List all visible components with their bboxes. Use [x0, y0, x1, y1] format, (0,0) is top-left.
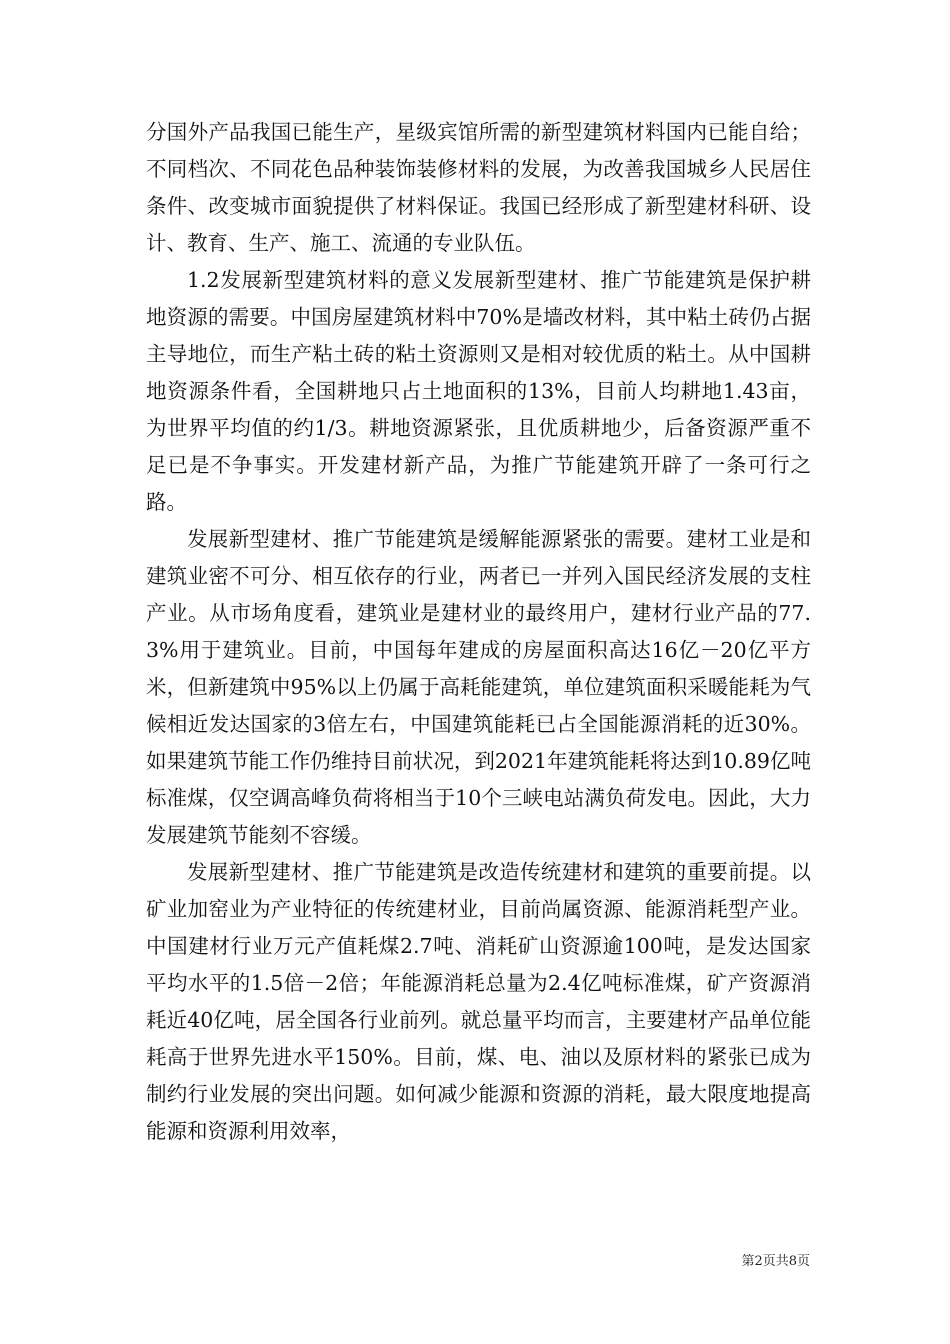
paragraph-2: 1.2发展新型建筑材料的意义发展新型建材、推广节能建筑是保护耕地资源的需要。中国房屋建筑材料中70%是墙改材料，其中粘土砖仍占据主导地位，而生产粘土砖的粘土资源则又是相对较优质的粘土。从中国耕地资源条件看，全国耕地只占土地面积的13%，目前人均耕地1.43亩，为世界平均值的约1/3。耕地资源紧张，且优质耕地少，后备资源严重不足已是不争事实。开发建材新产品，为推广节能建筑开辟了一条可行之路。	[146, 268, 811, 514]
paragraph-1: 分国外产品我国已能生产，星级宾馆所需的新型建筑材料国内已能自给；不同档次、不同花色品种装饰装修材料的发展，为改善我国城乡人民居住条件、改变城市面貌提供了材料保证。我国已经形成了新型建材科研、设计、教育、生产、施工、流通的专业队伍。	[146, 120, 811, 255]
paragraph-3: 发展新型建材、推广节能建筑是缓解能源紧张的需要。建材工业是和建筑业密不可分、相互依存的行业，两者已一并列入国民经济发展的支柱产业。从市场角度看，建筑业是建材业的最终用户，建材行业产品的77.3%用于建筑业。目前，中国每年建成的房屋面积高达16亿－20亿平方米，但新建筑中95%以上仍属于高耗能建筑，单位建筑面积采暖能耗为气候相近发达国家的3倍左右，中国建筑能耗已占全国能源消耗的近30%。如果建筑节能工作仍维持目前状况，到2021年建筑能耗将达到10.89亿吨标准煤，仅空调高峰负荷将相当于10个三峡电站满负荷发电。因此，大力发展建筑节能刻不容缓。	[146, 527, 811, 847]
document-body	[146, 114, 811, 1150]
paragraph-4: 发展新型建材、推广节能建筑是改造传统建材和建筑的重要前提。以矿业加窑业为产业特征的传统建材业，目前尚属资源、能源消耗型产业。中国建材行业万元产值耗煤2.7吨、消耗矿山资源逾100吨，是发达国家平均水平的1.5倍－2倍；年能源消耗总量为2.4亿吨标准煤，矿产资源消耗近40亿吨，居全国各行业前列。就总量平均而言，主要建材产品单位能耗高于世界先进水平150%。目前，煤、电、油以及原材料的紧张已成为制约行业发展的突出问题。如何减少能源和资源的消耗，最大限度地提高能源和资源利用效率，	[146, 860, 811, 1143]
page-number: 第2页共8页	[741, 1254, 810, 1269]
